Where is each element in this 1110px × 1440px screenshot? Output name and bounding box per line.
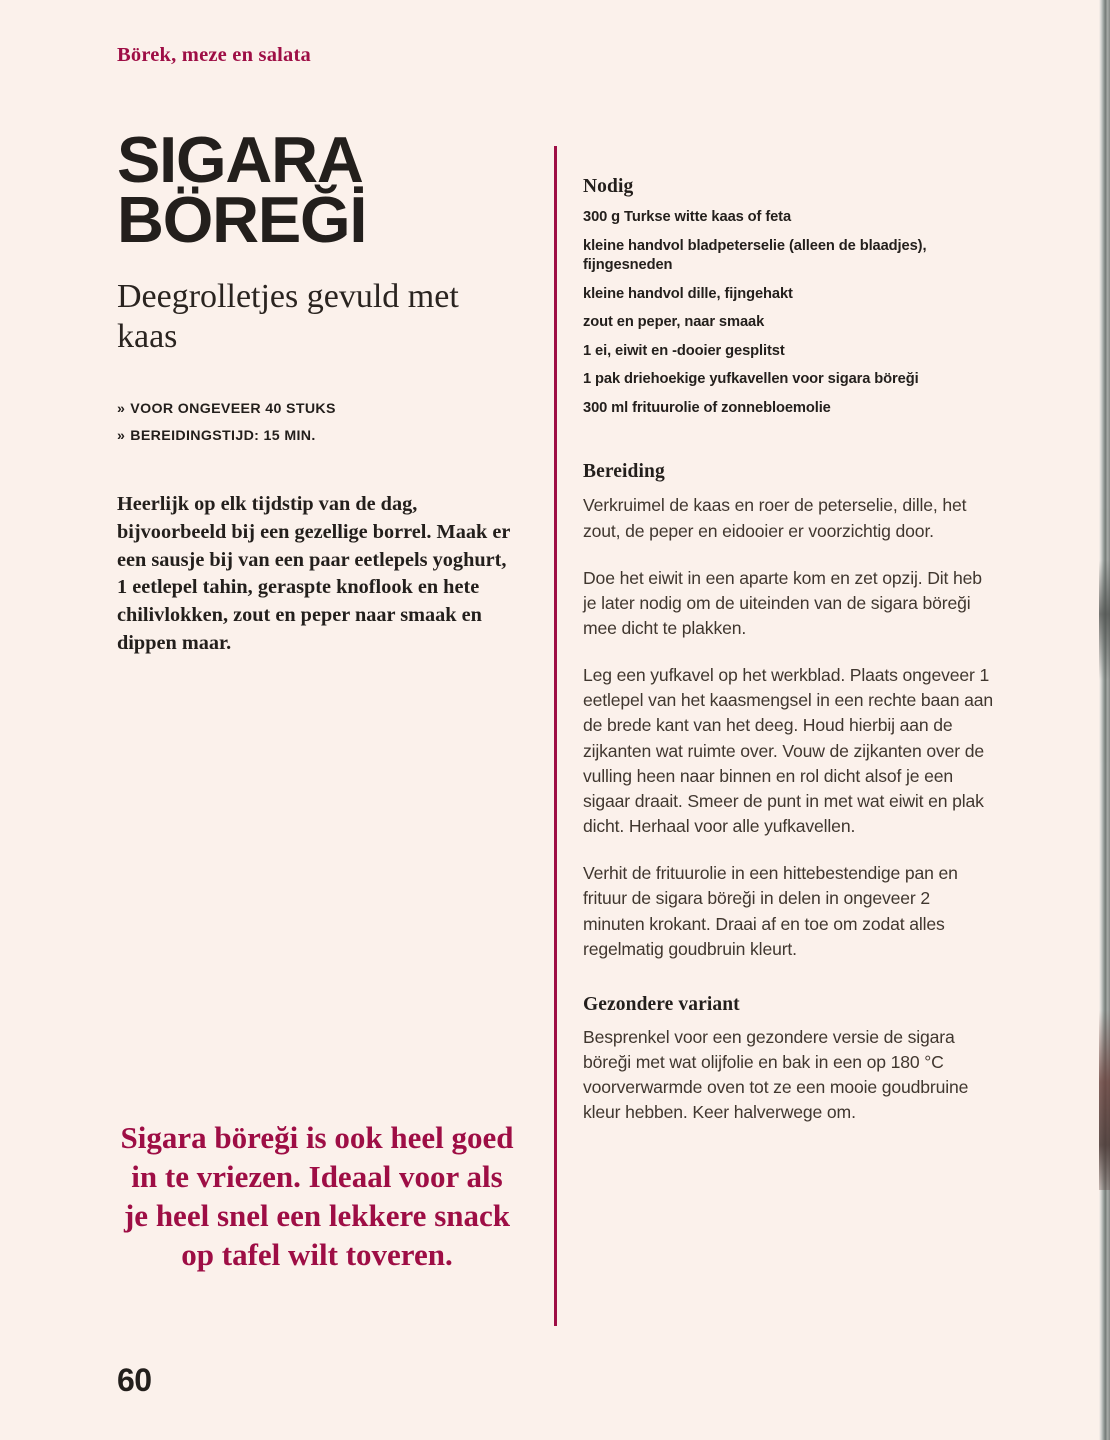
recipe-meta-list [117, 396, 517, 449]
list-item: kleine handvol bladpeterselie (alleen de blaadjes), fijngesneden [583, 237, 927, 274]
pull-quote: Sigara böreği is ook heel goed in te vriezen. Ideaal voor als je heel snel een lekkere snack op tafel wilt toveren. [120, 1120, 514, 1273]
variant-text: Besprenkel voor een gezondere versie de sigara böreği met wat olijfolie en bak in een op 180 °C voorverwarmde oven tot ze een mooie goudbruine kleur hebben. Keer halverwege om. [583, 1026, 969, 1123]
ingredients-list [583, 208, 993, 418]
preparation-step: Verkruimel de kaas en roer de peterselie, dille, het zout, de peper en eidooier er voorzichtig door. [583, 495, 967, 541]
list-item: 1 pak driehoekige yufkavellen voor sigara böreği [583, 371, 919, 388]
preparation-heading: Bereiding [583, 461, 665, 483]
preparation-section [583, 461, 993, 962]
recipe-title-line-1: SIGARA [117, 123, 363, 196]
preparation-step: Verhit de frituurolie in een hittebestendige pan en frituur de sigara böreği in delen in ongeveer 2 minuten krokant. Draai af en toe om zodat alles regelmatig goudbruin kleurt. [583, 863, 958, 959]
list-item: kleine handvol dille, fijngehakt [583, 285, 793, 302]
preparation-step: Leg een yufkavel op het werkblad. Plaats ongeveer 1 eetlepel van het kaasmengsel in een rechte baan aan de brede kant van het deeg. Houd hierbij aan de zijkanten wat ruimte over. Vouw de zijkanten over de vulling heen naar binnen en rol dicht alsof je een sigaar draait. Smeer de punt in met wat eiwit en plak dicht. Herhaal voor alle yufkavellen. [583, 665, 994, 837]
page-scan-edge [1099, 0, 1110, 1440]
ingredients-section [583, 176, 993, 418]
ingredients-heading: Nodig [583, 176, 634, 197]
recipe-title-line-2: BÖREĞİ [117, 183, 367, 257]
list-item: 300 ml frituurolie of zonnebloemolie [583, 399, 831, 416]
list-item: zout en peper, naar smaak [583, 314, 765, 331]
preparation-step: Doe het eiwit in een aparte kom en zet opzij. Dit heb je later nodig om de uiteinden van de sigara böreği mee dicht te plakken. [583, 567, 982, 638]
meta-item-time [117, 423, 517, 449]
page-title [117, 123, 517, 257]
running-head: Börek, meze en salata [117, 44, 311, 66]
guillemet-icon: » [117, 401, 126, 418]
page-number: 60 [117, 1362, 152, 1398]
list-item: 1 ei, eiwit en -dooier gesplitst [583, 342, 785, 359]
list-item: 300 g Turkse witte kaas of feta [583, 209, 792, 225]
scan-edge-shadow-upper [1099, 560, 1110, 680]
variant-section [583, 994, 993, 1126]
guillemet-icon: » [117, 427, 126, 444]
column-divider-rule [554, 146, 557, 1326]
left-column [117, 123, 517, 658]
variant-heading: Gezondere variant [583, 993, 740, 1015]
recipe-subtitle: Deegrolletjes gevuld met kaas [117, 277, 459, 355]
right-column [583, 176, 993, 1126]
scan-edge-shadow-lower [1099, 1010, 1110, 1190]
meta-label-yield: VOOR ONGEVEER 40 STUKS [130, 401, 336, 418]
meta-label-time: BEREIDINGSTIJD: 15 MIN. [130, 427, 316, 444]
recipe-intro-text: Heerlijk op elk tijdstip van de dag, bijvoorbeeld bij een gezellige borrel. Maak er een sausje bij van een paar eetlepels yoghurt, 1 eetlepel tahin, geraspte knoflook en hete chilivlokken, zout en peper naar smaak en dippen maar. [117, 492, 510, 654]
meta-item-yield [117, 396, 517, 422]
